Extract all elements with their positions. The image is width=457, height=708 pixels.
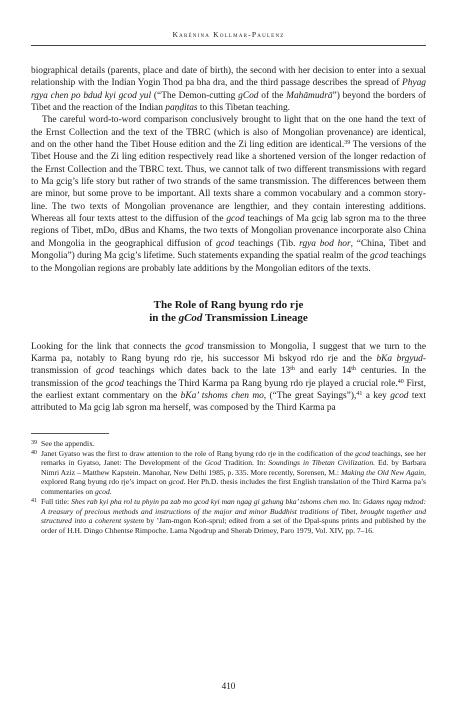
text-run: and early 14 (294, 366, 352, 377)
text-run: , (“The great Sayings”), (263, 391, 357, 402)
footnotes (31, 439, 426, 535)
text-run: teachings of Ma gcig lab sgron ma to the three regions of Tibet, mDo, dBus and Khams, the two texts of Mongolian provenance incorporate also China and Mongolia in the geographical diffusion of (31, 214, 426, 249)
footnote-number: 39 (31, 439, 37, 446)
text-run: The careful word-to-word comparison conclusively brought to light that on the one hand the text of the Ernst Collection and the text of the TBRC (which is also of Mongolian provenance) are identical, and on the other hand the Tibet House edition and the Zi ling edition are identical. (31, 115, 426, 151)
footnote-text (41, 439, 426, 449)
footnote-number: 40 (31, 449, 37, 456)
header-rule (31, 45, 426, 46)
running-head: Karénina Kollmar-Paulenz (172, 30, 285, 39)
page (31, 30, 426, 536)
section-title-line1: The Role of Rang byung rdo rje (153, 298, 304, 311)
footnote-ref: 39 (344, 140, 351, 147)
italic-term: Gcod (204, 458, 222, 468)
text-run: teachings which dates back to the late 13 (114, 366, 291, 377)
italic-term: Mahāmudrā (286, 90, 333, 101)
text-run: See the appendix. (41, 438, 95, 448)
footnote-ref: 40 (397, 378, 404, 385)
text-run: Janet Gyatso was the first to draw attention to the role of Rang byung rdo rje in the codification of the (41, 448, 356, 458)
section-title-line2-pre: in the (149, 312, 179, 325)
text-run: to this Tibetan teaching. (197, 103, 291, 114)
text-run: centuries. In the transmission of the (31, 366, 426, 389)
text-run: The versions of the Tibet House and the Zi ling edition respectively read like a shortened version of the longer redaction of the Ernst Collection and the TBRC text. Thus, we cannot talk of two different transmissions with regard to Ma gcig’s life story but rather of two strands of the same transmission. The differences between them are minor, but some prove to be important. All texts share a common vocabulary and a common story-line. The two texts of Mongolian provenance are lengthier, and they contain interesting additions. Whereas all four texts attest to the diffusion of the (31, 140, 426, 225)
italic-term: gcod (390, 391, 409, 402)
footnote-41 (31, 497, 426, 535)
footnote-text (41, 449, 426, 497)
italic-term: paṇḍitas (165, 103, 198, 114)
italic-term: gCod (238, 90, 259, 101)
body-text (31, 65, 426, 415)
paragraph-1 (31, 65, 426, 114)
text-run: of the (258, 90, 287, 101)
italic-term: gcod (370, 251, 389, 262)
footnote-number: 41 (31, 498, 37, 504)
footnote-ref: th (351, 366, 356, 373)
italic-term: gcod (95, 366, 115, 377)
text-run: -transmission of (31, 354, 426, 377)
text-run: teachings the Third Karma pa Rang byung rdo rje played a crucial role. (123, 378, 398, 389)
italic-term: bKa brgyud (376, 354, 423, 364)
text-run: teachings (Tib. (234, 238, 300, 249)
section-title-line2-post: Transmission Lineage (202, 312, 308, 325)
text-run: a key (362, 391, 391, 402)
section-title (31, 299, 426, 326)
paragraph-2 (31, 114, 426, 274)
text-run: (“The Demon-cutting (151, 90, 239, 101)
text-run: . Her Ph.D. thesis includes the first English translation of the Third Karma pa’s commentaries on (41, 477, 426, 496)
text-run: First, the earliest extant commentary on the (31, 378, 426, 402)
italic-term: Shes rab kyi pha rol tu phyin pa zab mo gcod kyi man ngag gi gzhung bka’ tshoms chen mo (71, 497, 349, 506)
text-run: text attributed to Ma gcig lab sgron ma herself, was composed by the Third Karma pa (31, 391, 426, 414)
italic-term: gcod (355, 448, 370, 458)
paragraph-3 (31, 341, 426, 415)
italic-term: gcod (185, 341, 204, 352)
italic-term: Gdams ngag mdzod: A treasury of precious methods and instructions of the major and minor Buddhist traditions of Tibet, brought together and structured into a coherent system (41, 497, 426, 526)
italic-term: gcod (105, 378, 124, 389)
text-run: transmission to Mongolia, I suggest that we turn to the Karma pa, notably to Rang byung rdo rje, his successor Mi bskyod rdo rje and the (31, 341, 426, 364)
footnote-40 (31, 449, 426, 497)
italic-term: rgya bod hor (299, 238, 351, 249)
text-run: explored Rang byung rdo rje’s impact on (41, 477, 169, 487)
italic-term: gcod (216, 238, 235, 249)
italic-term: gcod (226, 214, 245, 225)
footnote-rule (31, 433, 109, 434)
text-run: teachings, see her remarks in Gyatso, Janet: The Development of the (41, 448, 426, 468)
text-run: . (109, 486, 112, 496)
italic-term: Phyag rgya chen po bdud kyi gcod yul (31, 78, 426, 101)
section-title-line2-italic: gCod (178, 312, 203, 325)
text-run: Full title: (41, 497, 72, 506)
text-run: . In: (348, 497, 364, 506)
text-run: by ’Jam-mgon Koṅ-sprul; edited from a set of the Dpal-spuns prints and published by the order of H.H. Dingo Chhentse Rimpoche. Lama Ngodrup and Sherab Drimey, Paro 1979, Vol. XIV, pp. 7–16. (41, 516, 427, 535)
text-run: Looking for the link that connects the (31, 341, 186, 352)
italic-term: Making the Old New Again, (340, 467, 427, 477)
footnote-39 (31, 439, 426, 449)
text-run: biographical details (parents, place and date of birth), the second with her decision to enter into a sexual relationship with the Indian Yogin Thod pa bha dra, and the third passage describes the spread of (31, 66, 426, 89)
italic-term: gcod (168, 477, 184, 487)
text-run: ”) beyond the borders of Tibet and the reaction of the Indian (31, 90, 427, 114)
text-run: teachings to the Mongolian regions are probably late additions by the Mongolian editors of the texts. (31, 251, 426, 274)
italic-term: bKa’ tshoms chen mo (180, 391, 264, 402)
italic-term: Soundings in Tibetan Civilization. (268, 458, 376, 468)
footnote-text (41, 497, 426, 535)
text-run: Tradition. In: (221, 458, 269, 468)
page-number: 410 (221, 681, 236, 691)
text-run: Ed. by Barbara Nimri Aziz – Matthew Kapstein. Manohar, New Delhi 1985, p. 335. More recently, Sorensen, M.: (41, 458, 426, 477)
footnote-ref: 41 (356, 391, 363, 398)
text-run: , “China, Tibet and Mongolia”) during Ma gcig’s lifetime. Such statements expanding the spatial realm of the (31, 238, 426, 262)
italic-term: gcod (94, 486, 110, 496)
footnote-ref: th (290, 366, 295, 373)
